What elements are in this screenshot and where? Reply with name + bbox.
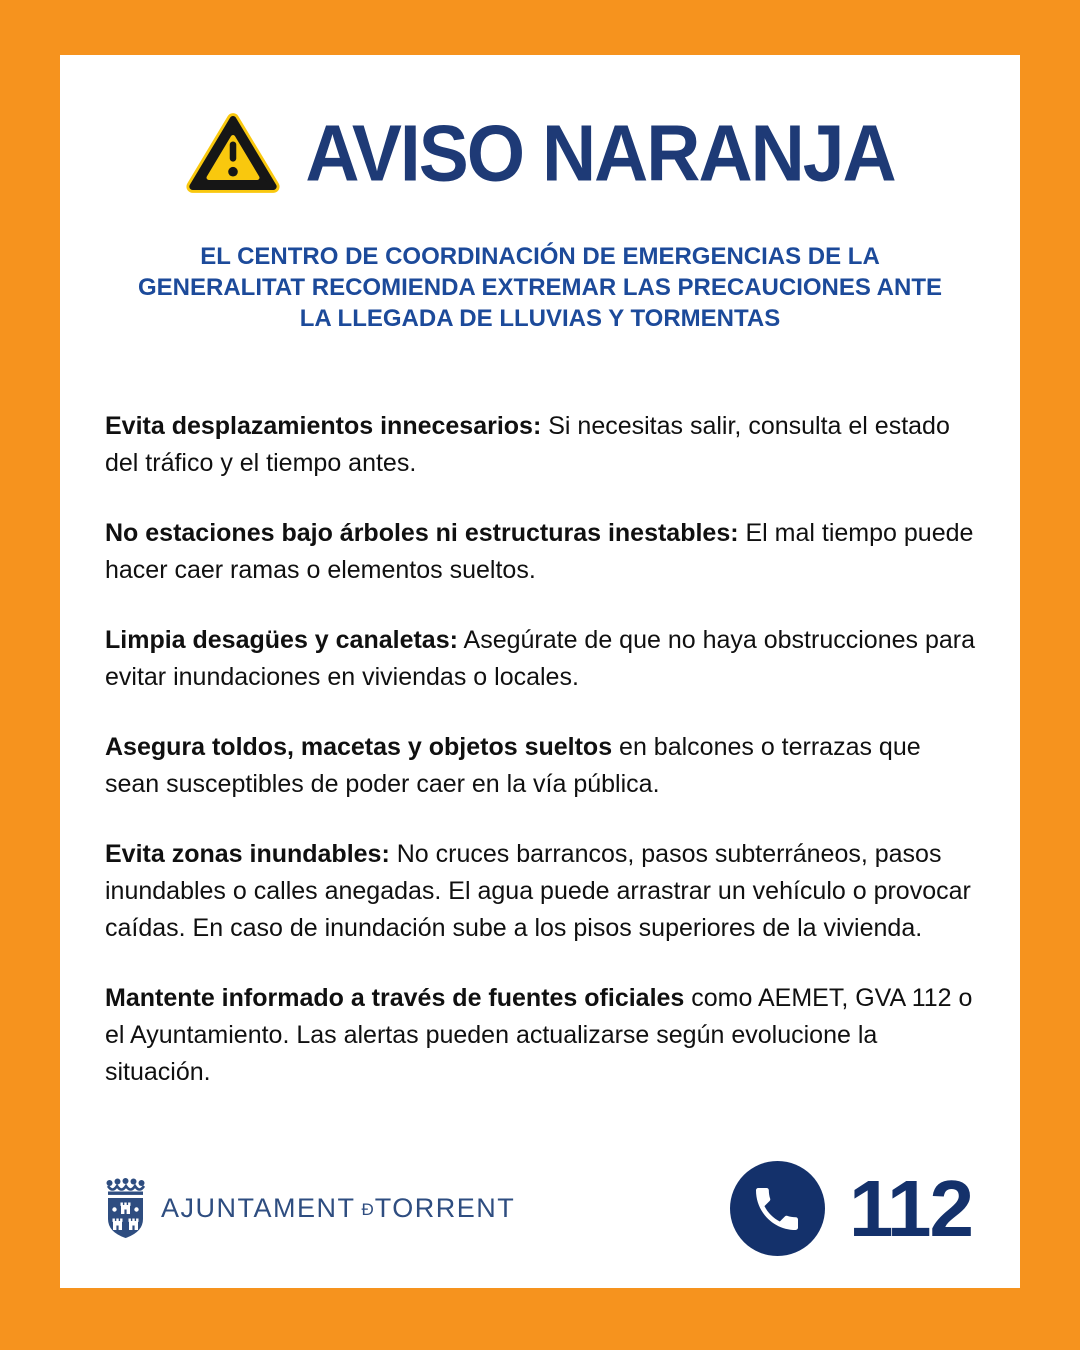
subtitle-line: GENERALITAT RECOMIENDA EXTREMAR LAS PRECAUCIONES ANTE bbox=[137, 274, 943, 301]
advice-paragraph bbox=[105, 408, 976, 482]
emergency-contact bbox=[730, 1161, 972, 1256]
advice-text: Asegúrate de que no haya obstrucciones para evitar inundaciones en viviendas o locales. bbox=[105, 626, 975, 691]
advice-text: en balcones o terrazas que sean susceptibles de poder caer en la vía pública. bbox=[105, 733, 921, 798]
subtitle bbox=[60, 241, 1020, 334]
advice-paragraph bbox=[105, 622, 976, 696]
subtitle-line: EL CENTRO DE COORDINACIÓN DE EMERGENCIAS DE LA bbox=[200, 243, 880, 270]
advice-lead: Evita desplazamientos innecesarios: bbox=[105, 412, 542, 440]
ajuntament-torrent-logo bbox=[105, 1178, 515, 1240]
header bbox=[60, 109, 1020, 197]
subtitle-line: LA LLEGADA DE LLUVIAS Y TORMENTAS bbox=[299, 305, 781, 332]
advice-lead: No estaciones bajo árboles ni estructuras inestables: bbox=[105, 519, 739, 547]
advice-text: No cruces barrancos, pasos subterráneos, pasos inundables o calles anegadas. El agua puede arrastrar un vehículo o provocar caídas. En caso de inundación sube a los pisos superiores de la vivienda. bbox=[105, 840, 971, 942]
advice-lead: Evita zonas inundables: bbox=[105, 840, 390, 868]
advice-text: como AEMET, GVA 112 o el Ayuntamiento. Las alertas pueden actualizarse según evolucione la situación. bbox=[105, 984, 973, 1086]
torrent-crest-icon bbox=[105, 1178, 146, 1240]
logo-word-torrent: TORRENT bbox=[374, 1193, 516, 1223]
content-card bbox=[60, 55, 1020, 1288]
logo-wordmark bbox=[161, 1193, 515, 1224]
advice-text: El mal tiempo puede hacer caer ramas o elementos sueltos. bbox=[105, 519, 974, 584]
advice-paragraph bbox=[105, 515, 976, 589]
advice-lead: Asegura toldos, macetas y objetos sueltos bbox=[105, 733, 613, 761]
emergency-number: 112 bbox=[848, 1163, 972, 1253]
footer bbox=[105, 1161, 972, 1256]
logo-word-ajuntament: AJUNTAMENT bbox=[161, 1193, 356, 1223]
advice-list bbox=[105, 408, 976, 1091]
advice-paragraph bbox=[105, 729, 976, 803]
phone-call-icon bbox=[730, 1161, 825, 1256]
advice-text: Si necesitas salir, consulta el estado del tráfico y el tiempo antes. bbox=[105, 412, 950, 477]
advice-lead: Mantente informado a través de fuentes oficiales bbox=[105, 984, 685, 1012]
warning-triangle-icon bbox=[185, 109, 281, 197]
advice-paragraph bbox=[105, 836, 976, 947]
logo-connector-de: Ð bbox=[361, 1199, 374, 1219]
advice-paragraph bbox=[105, 980, 976, 1091]
page-title: AVISO NARANJA bbox=[305, 108, 895, 198]
advice-lead: Limpia desagües y canaletas: bbox=[105, 626, 458, 654]
